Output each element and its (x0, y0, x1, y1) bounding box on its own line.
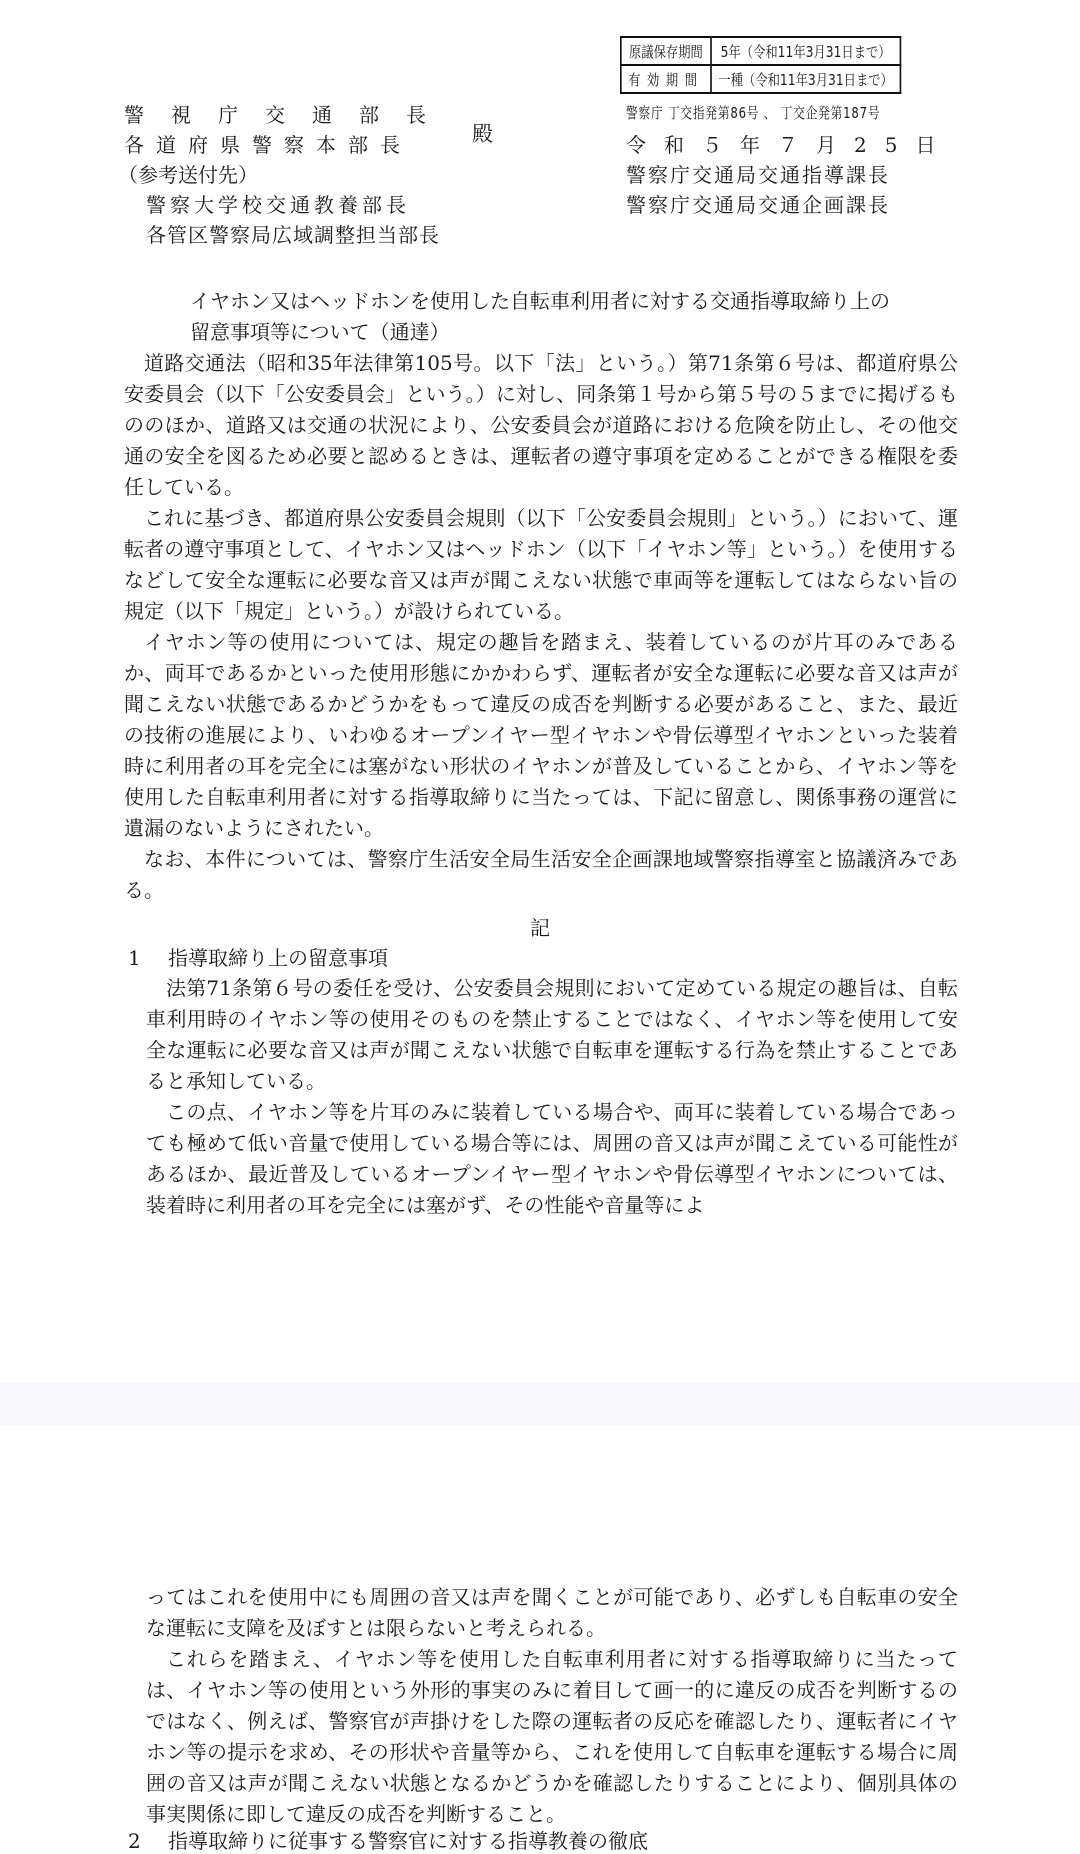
section-1-body (146, 973, 958, 1221)
addressee-block (118, 100, 453, 250)
addressee-primary: 各道府県警察本部長 (124, 133, 412, 157)
section-1-body-continued (146, 1582, 958, 1830)
sender: 警察庁交通局交通指導課長 (626, 163, 890, 187)
retention-label: 原議保存期間 (621, 37, 711, 65)
section-number: 2 (128, 1829, 141, 1853)
section-paragraph-continued: ってはこれを使用中にも周囲の音又は声を聞くことが可能であり、必ずしも自転車の安全な運転に支障を及ぼすとは限らないと考えられる。 (146, 1585, 958, 1640)
validity-value: 一種（令和11年3月31日まで） (711, 65, 900, 93)
issue-date: 令和５年７月25日 (626, 133, 954, 157)
preamble-paragraph: 道路交通法（昭和35年法律第105号。以下「法」という。）第71条第６号は、都道府県公安委員会（以下「公安委員会」という。）に対し、同条第１号から第５号の５までに掲げるもののほか、道路又は交通の状況により、公安委員会が道路における危険を防止し、その他交通の安全を図るため必要と認めるときは、運転者の遵守事項を定めることができる権限を委任している。 (124, 351, 958, 499)
page-separator (0, 1383, 1080, 1425)
section-title: 指導取締りに従事する警察官に対する指導教養の徹底 (168, 1829, 648, 1853)
issuer-block (626, 102, 953, 220)
title-line: イヤホン又はヘッドホンを使用した自転車利用者に対する交通指導取締り上の (190, 289, 890, 313)
sender: 警察庁交通局交通企画課長 (626, 193, 890, 217)
preamble-paragraph: これに基づき、都道府県公安委員会規則（以下「公安委員会規則」という。）において、運転者の遵守事項として、イヤホン又はヘッドホン（以下「イヤホン等」という。）を使用するなどして安全な運転に必要な音又は声が聞こえない状態で車両等を運転してはならない旨の規定（以下「規定」という。）が設けられている。 (124, 506, 958, 623)
section-paragraph: これらを踏まえ、イヤホン等を使用した自転車利用者に対する指導取締りに当たっては、イヤホン等の使用という外形的事実のみに着目して画一的に違反の成否を判断するのではなく、例えば、警察官が声掛けをした際の運転者の反応を確認したり、運転者にイヤホン等の提示を求め、その形状や音量等から、これを使用して自転車を運転する場合に周囲の音又は声が聞こえない状態となるかどうかを確認したりすることにより、個別具体の事実関係に即して違反の成否を判断すること。 (146, 1647, 958, 1826)
retention-period-table (620, 36, 901, 94)
retention-row-original (621, 37, 900, 65)
preamble-paragraph: なお、本件については、警察庁生活安全局生活安全企画課地域警察指導室と協議済みである。 (124, 847, 958, 902)
document-page-2 (0, 1425, 1080, 1853)
document-title (190, 286, 960, 348)
ki-mark: 記 (530, 916, 550, 940)
reference-label: （参考送付先） (118, 163, 258, 187)
section-number: 1 (128, 946, 141, 970)
section-heading (128, 1825, 648, 1854)
title-line: 留意事項等について（通達） (190, 320, 450, 344)
addressee-reference: 警察大学校交通教養部長 (146, 193, 410, 217)
section-heading (128, 942, 388, 971)
retention-value: 5年（令和11年3月31日まで） (711, 37, 900, 65)
section-paragraph: 法第71条第６号の委任を受け、公安委員会規則において定めている規定の趣旨は、自転車利用時のイヤホン等の使用そのものを禁止することではなく、イヤホン等を使用して安全な運転に必要な音又は声が聞こえない状態で自転車を運転する行為を禁止することであると承知している。 (146, 976, 958, 1093)
honorific: 殿 (472, 122, 493, 146)
preamble-paragraph: イヤホン等の使用については、規定の趣旨を踏まえ、装着しているのが片耳のみであるか、両耳であるかといった使用形態にかかわらず、運転者が安全な運転に必要な音又は声が聞こえない状態であるかどうかをもって違反の成否を判断する必要があること、また、最近の技術の進展により、いわゆるオープンイヤー型イヤホンや骨伝導型イヤホンといった装着時に利用者の耳を完全には塞がない形状のイヤホンが普及していることから、イヤホン等を使用した自転車利用者に対する指導取締りに当たっては、下記に留意し、関係事務の運営に遺漏のないようにされたい。 (124, 630, 958, 840)
document-number: 警察庁 丁交指発第86号 、 丁交企発第187号 (626, 104, 881, 122)
addressee-reference: 各管区警察局広域調整担当部長 (146, 223, 440, 247)
section-paragraph: この点、イヤホン等を片耳のみに装着している場合や、両耳に装着している場合であっても極めて低い音量で使用している場合等には、周囲の音又は声が聞こえている可能性があるほか、最近普及しているオープンイヤー型イヤホンや骨伝導型イヤホンについては、装着時に利用者の耳を完全には塞がず、その性能や音量等によ (146, 1100, 958, 1217)
section-title: 指導取締り上の留意事項 (168, 946, 388, 970)
retention-row-validity (621, 65, 900, 93)
validity-label: 有効期間 (621, 65, 711, 93)
addressee-primary: 警視庁交通部長 (124, 103, 453, 127)
preamble (124, 348, 958, 906)
